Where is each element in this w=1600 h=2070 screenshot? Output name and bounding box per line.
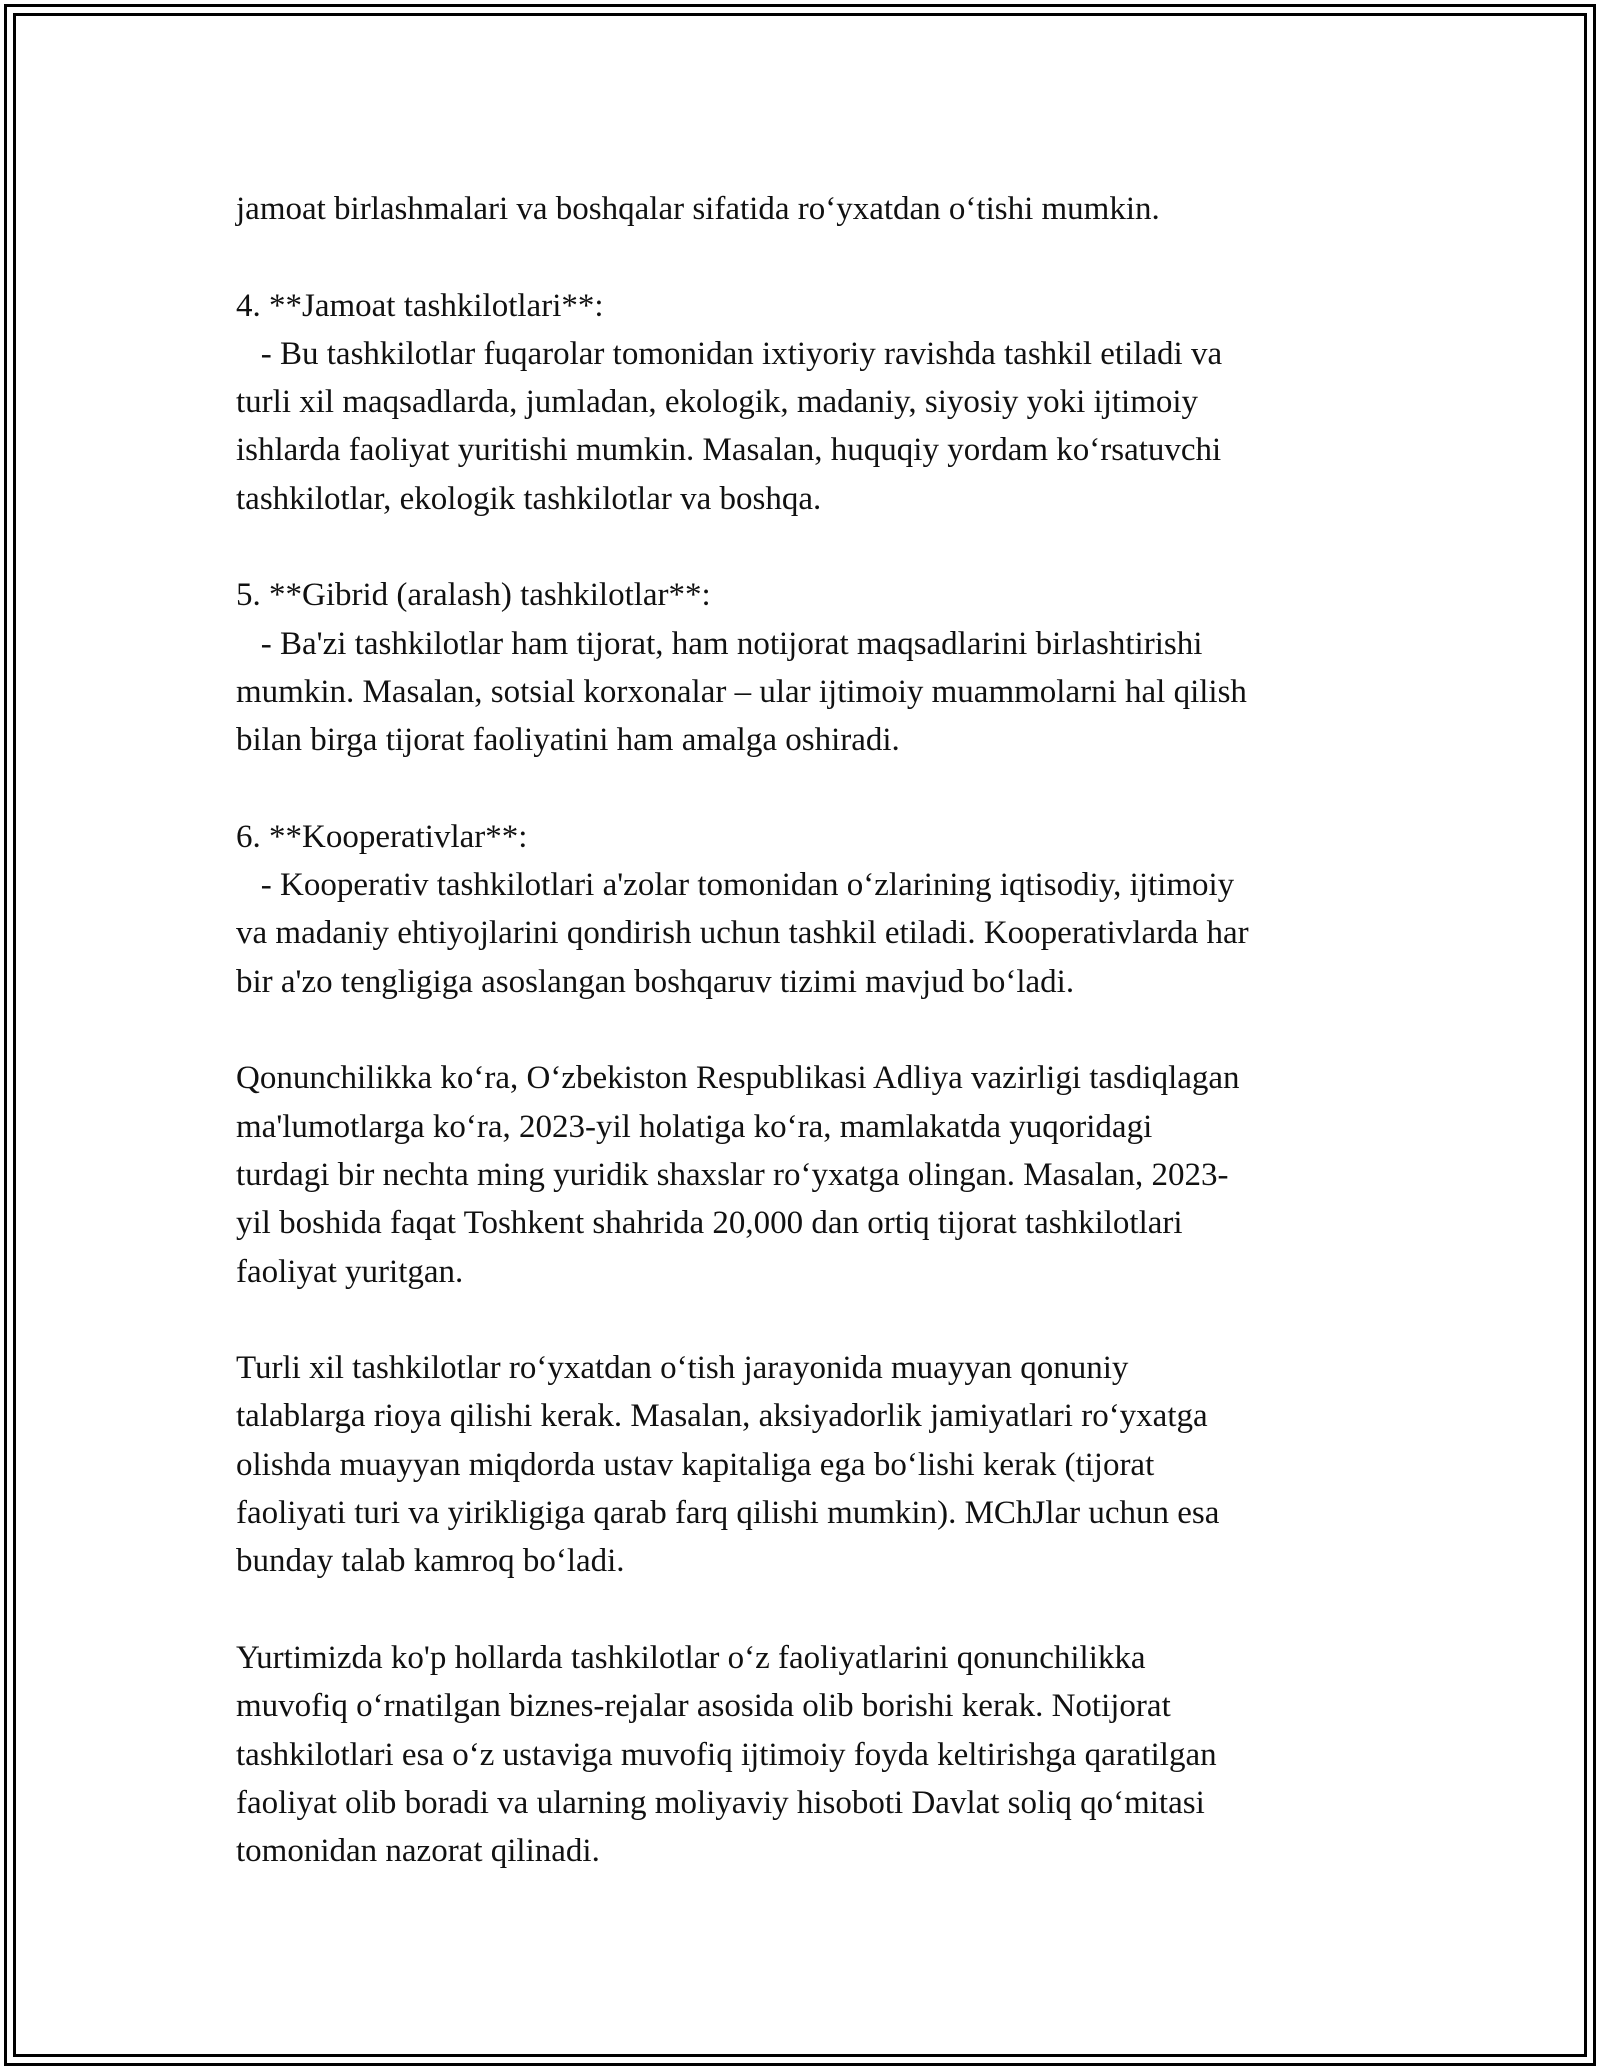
text-line: va madaniy ehtiyojlarini qondirish uchun tashkil etiladi. Kooperativlarda har [236, 915, 1249, 952]
text-line: tashkilotlar, ekologik tashkilotlar va boshqa. [236, 480, 822, 517]
text-line: faoliyat yuritgan. [236, 1253, 464, 1290]
text-line: jamoat birlashmalari va boshqalar sifatida ro‘yxatdan o‘tishi mumkin. [236, 191, 1160, 227]
paragraph [236, 185, 1366, 233]
list-item-jamoat-tashkilotlari [236, 282, 1366, 523]
text-line: muvofiq o‘rnatilgan biznes-rejalar asosida olib borishi kerak. Notijorat [236, 1688, 1171, 1725]
text-line: faoliyat olib boradi va ularning moliyaviy hisoboti Davlat soliq qo‘mitasi [236, 1784, 1205, 1821]
text-line: olishda muayyan miqdorda ustav kapitaliga ega bo‘lishi kerak (tijorat [236, 1446, 1155, 1483]
text-line: - Ba'zi tashkilotlar ham tijorat, ham notijorat maqsadlarini birlashtirishi [236, 625, 1203, 662]
list-item-kooperativlar [236, 813, 1366, 1006]
text-line: ma'lumotlarga ko‘ra, 2023-yil holatiga ko‘ra, mamlakatda yuqoridagi [236, 1108, 1153, 1145]
document-body [236, 185, 1366, 1875]
text-line: ishlarda faoliyat yuritishi mumkin. Masalan, huquqiy yordam ko‘rsatuvchi [236, 432, 1222, 469]
paragraph [236, 1344, 1366, 1585]
text-line: turli xil maqsadlarda, jumladan, ekologik, madaniy, siyosiy yoki ijtimoiy [236, 384, 1199, 421]
text-line: bunday talab kamroq bo‘ladi. [236, 1543, 625, 1580]
text-line: Yurtimizda ko'p hollarda tashkilotlar o‘z faoliyatlarini qonunchilikka [236, 1639, 1146, 1676]
list-item-heading: 5. **Gibrid (aralash) tashkilotlar**: [236, 577, 711, 614]
list-item-gibrid-tashkilotlar [236, 571, 1366, 764]
text-line: bir a'zo tengligiga asoslangan boshqaruv tizimi mavjud bo‘ladi. [236, 963, 1075, 1000]
text-line: bilan birga tijorat faoliyatini ham amalga oshiradi. [236, 722, 900, 759]
paragraph-gap [236, 233, 1366, 281]
text-line: turdagi bir nechta ming yuridik shaxslar ro‘yxatga olingan. Masalan, 2023- [236, 1156, 1229, 1193]
paragraph-gap [236, 523, 1366, 571]
paragraph-gap [236, 765, 1366, 813]
text-line: talablarga rioya qilishi kerak. Masalan, aksiyadorlik jamiyatlari ro‘yxatga [236, 1398, 1208, 1435]
list-item-heading: 4. **Jamoat tashkilotlari**: [236, 287, 604, 324]
text-line: yil boshida faqat Toshkent shahrida 20,000 dan ortiq tijorat tashkilotlari [236, 1205, 1183, 1242]
paragraph-gap [236, 1006, 1366, 1054]
text-line: - Bu tashkilotlar fuqarolar tomonidan ixtiyoriy ravishda tashkil etiladi va [236, 335, 1223, 372]
text-line: Turli xil tashkilotlar ro‘yxatdan o‘tish jarayonida muayyan qonuniy [236, 1350, 1129, 1387]
paragraph [236, 1054, 1366, 1295]
text-line: - Kooperativ tashkilotlari a'zolar tomonidan o‘zlarining iqtisodiy, ijtimoiy [236, 867, 1235, 904]
text-line: Qonunchilikka ko‘ra, O‘zbekiston Respublikasi Adliya vazirligi tasdiqlagan [236, 1060, 1240, 1097]
paragraph-gap [236, 1296, 1366, 1344]
text-line: faoliyati turi va yirikligiga qarab farq qilishi mumkin). MChJlar uchun esa [236, 1495, 1220, 1532]
text-line: mumkin. Masalan, sotsial korxonalar – ular ijtimoiy muammolarni hal qilish [236, 673, 1247, 710]
list-item-heading: 6. **Kooperativlar**: [236, 818, 528, 855]
text-line: tashkilotlari esa o‘z ustaviga muvofiq ijtimoiy foyda keltirishga qaratilgan [236, 1736, 1217, 1773]
text-line: tomonidan nazorat qilinadi. [236, 1833, 600, 1870]
paragraph [236, 1634, 1366, 1875]
paragraph-gap [236, 1586, 1366, 1634]
